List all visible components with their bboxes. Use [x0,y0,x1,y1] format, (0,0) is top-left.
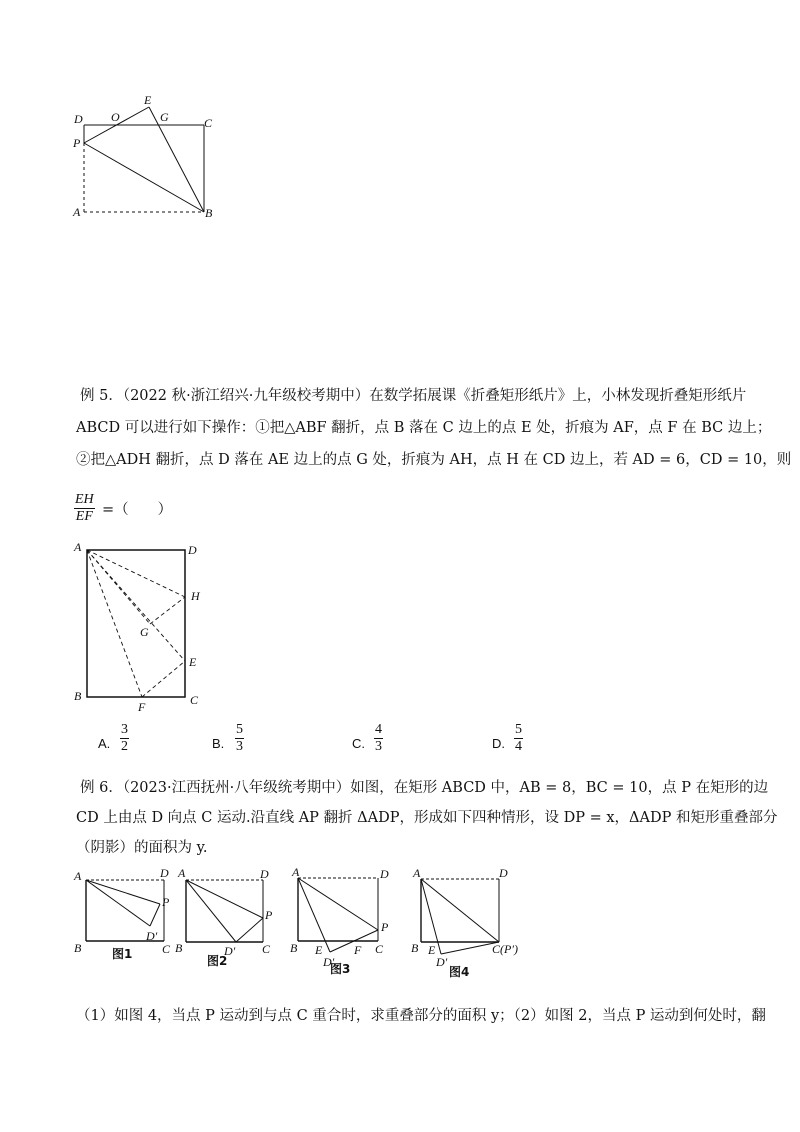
label-D: D [160,866,169,880]
label-B: B [74,941,82,955]
label-O: O [111,110,120,124]
label-E: E [428,943,436,957]
label-C-P-prime: C(P′) [492,942,518,956]
label-E: E [189,655,197,669]
label-D: D [74,112,83,126]
label-B: B [290,941,298,955]
ex6-line1: 例 6．（2023·江西抚州·八年级统考期中）如图，在矩形 ABCD 中，AB = 8，BC = 10，点 P 在矩形的边 [80,780,769,796]
label-A: A [178,866,186,880]
top-figure [64,90,234,230]
label-P: P [381,920,389,934]
label-G: G [140,625,149,639]
figure-caption: 图4 [449,965,470,979]
option-d[interactable] [492,736,505,751]
label-D-prime: D′ [224,944,236,958]
label-A: A [74,869,82,883]
option-c-value: $\frac{4}{3}$ [375,722,382,754]
option-a-letter: A. [98,736,111,751]
option-d-value: $\frac{5}{4}$ [515,722,522,754]
label-E: E [144,93,152,107]
option-a-value: $\frac{3}{2}$ [121,722,128,754]
label-A: A [74,540,82,554]
ex5-line1: 例 5．（2022 秋·浙江绍兴·九年级校考期中）在数学拓展课《折叠矩形纸片》上，小林发现折叠矩形纸片 [80,388,747,404]
option-b[interactable] [212,736,224,751]
label-C: C [262,942,271,956]
label-D-prime: D′ [323,955,335,969]
label-B: B [411,941,419,955]
ratio-denominator: EF [75,509,93,524]
label-D: D [380,867,389,881]
label-C: C [375,942,384,956]
label-F: F [354,943,362,957]
ex6-figure-3 [286,862,401,982]
label-P: P [265,908,273,922]
ratio-numerator: EH [75,492,94,507]
option-c[interactable] [352,736,365,751]
label-E: E [315,943,323,957]
ex6-line3: （阴影）的面积为 y. [76,840,208,856]
option-a[interactable] [98,736,110,751]
label-A: A [413,866,421,880]
ex6-question: （1）如图 4，当点 P 运动到与点 C 重合时，求重叠部分的面积 y；（2）如图 2，当点 P 运动到何处时，翻 [76,1008,766,1024]
label-C: C [204,116,213,130]
label-D: D [188,543,197,557]
label-H: H [191,589,200,603]
option-b-value: $\frac{5}{3}$ [236,722,243,754]
label-B: B [205,206,213,220]
label-D-prime: D′ [436,955,448,969]
label-D: D [499,866,508,880]
label-P: P [162,895,170,909]
label-C: C [190,693,199,707]
ex5-ratio-tail: =（ ） [102,502,173,518]
label-B: B [74,689,82,703]
ex5-line3: ②把△ADH 翻折，点 D 落在 AE 边上的点 G 处，折痕为 AH，点 H 在 CD 边上，若 AD = 6，CD = 10，则 [76,452,792,468]
label-A: A [73,205,81,219]
option-c-letter: C. [352,736,365,751]
label-D-prime: D′ [146,929,158,943]
ex6-figure-1 [66,866,181,976]
ex6-figure-2 [170,862,285,977]
label-D: D [260,867,269,881]
ex6-line2: CD 上由点 D 向点 C 运动.沿直线 AP 翻折 ΔADP，形成如下四种情形，设 DP = x，ΔADP 和矩形重叠部分 [76,810,778,826]
ex5-figure [66,538,226,716]
label-B: B [175,941,183,955]
label-F: F [138,700,146,714]
figure-caption: 图3 [330,962,351,976]
ex5-ratio [74,492,95,525]
option-b-letter: B. [212,736,225,751]
ex6-figure-4 [405,862,545,982]
label-P: P [73,136,81,150]
label-A: A [292,865,300,879]
figure-caption: 图2 [207,954,228,968]
ex5-line2: ABCD 可以进行如下操作：①把△ABF 翻折，点 B 落在 C 边上的点 E 处，折痕为 AF，点 F 在 BC 边上； [76,420,772,436]
option-d-letter: D. [492,736,505,751]
figure-caption: 图1 [112,947,133,961]
label-C: C [162,942,171,956]
label-G: G [160,110,169,124]
